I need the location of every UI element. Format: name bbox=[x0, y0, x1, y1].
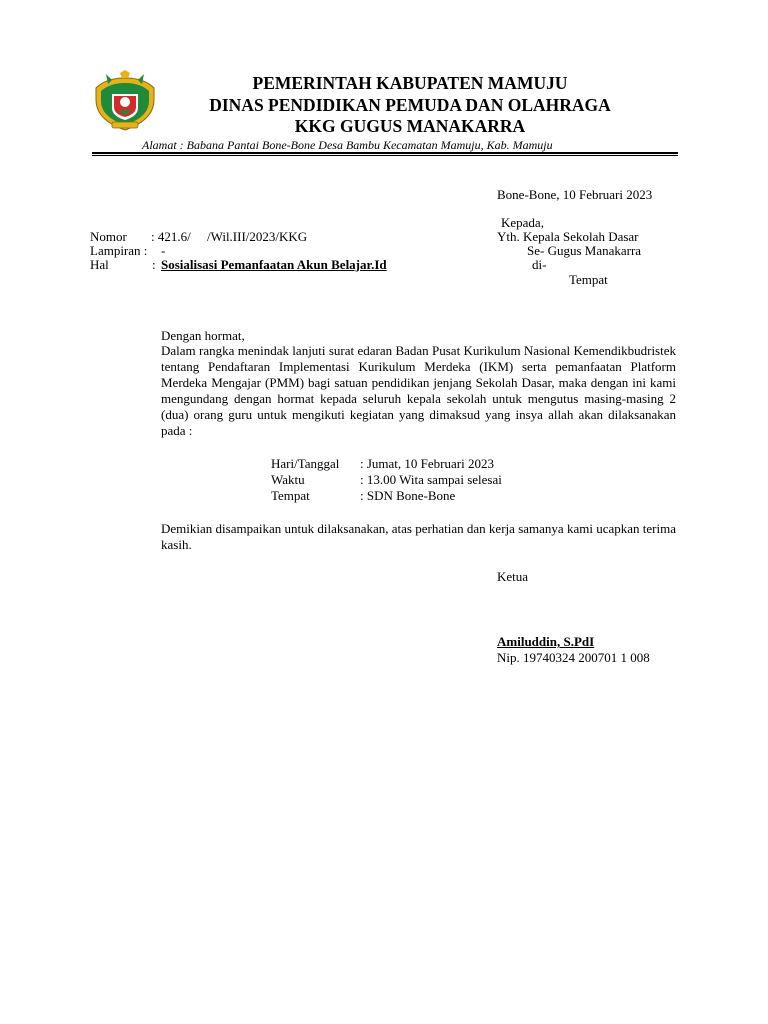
schedule-label-time: Waktu bbox=[271, 472, 305, 487]
letterhead-divider bbox=[92, 152, 678, 154]
recipient-line2: Se- Gugus Manakarra bbox=[527, 243, 642, 258]
body-paragraph: Dalam rangka menindak lanjuti surat edaran Badan Pusat Kurikulum Nasional Kemendikbudristek tentang Pendaftaran Implementasi Kurikulum Merdeka (IKM) serta pemanfaatan Platform Merdeka Mengajar (PMM) bagi satuan pendidikan jenjang Sekolah Dasar, maka dengan ini kami mengundang dengan hormat kepada seluruh kepala sekolah untuk mengutus masing-masing 2 (dua) orang guru untuk mengikuti kegiatan yang dimaksud yang insya allah akan dilaksanakan pada : bbox=[161, 343, 676, 438]
lampiran-value: - bbox=[161, 243, 166, 258]
letterhead-divider-thin bbox=[92, 155, 678, 156]
hal-subject: Sosialisasi Pemanfaatan Akun Belajar.Id bbox=[161, 257, 387, 272]
signature-name: Amiluddin, S.PdI bbox=[497, 634, 595, 649]
letterhead-address: Alamat : Babana Pantai Bone-Bone Desa Bambu Kecamatan Mamuju, Kab. Mamuju bbox=[142, 138, 553, 152]
greeting: Dengan hormat, bbox=[161, 328, 245, 343]
recipient-line4: Tempat bbox=[569, 272, 608, 287]
signature-nip: Nip. 19740324 200701 1 008 bbox=[497, 650, 650, 665]
nomor-value: : 421.6/ /Wil.III/2023/KKG bbox=[151, 229, 308, 244]
place-date: Bone-Bone, 10 Februari 2023 bbox=[497, 187, 653, 202]
schedule-label-place: Tempat bbox=[271, 488, 310, 503]
recipient-line3: di- bbox=[532, 257, 547, 272]
recipient-line1: Yth. Kepala Sekolah Dasar bbox=[497, 229, 639, 244]
hal-colon: : bbox=[152, 257, 156, 272]
schedule-value-date: : Jumat, 10 Februari 2023 bbox=[360, 456, 494, 471]
schedule-value-time: : 13.00 Wita sampai selesai bbox=[360, 472, 502, 487]
letterhead-department: DINAS PENDIDIKAN PEMUDA DAN OLAHRAGA bbox=[209, 95, 611, 115]
signature-title: Ketua bbox=[497, 569, 529, 584]
letterhead-government: PEMERINTAH KABUPATEN MAMUJU bbox=[252, 73, 568, 93]
hal-label: Hal bbox=[90, 257, 109, 272]
nomor-label: Nomor bbox=[90, 229, 127, 244]
letterhead-organization: KKG GUGUS MANAKARRA bbox=[294, 116, 526, 136]
schedule-value-place: : SDN Bone-Bone bbox=[360, 488, 456, 503]
recipient-kepada: Kepada, bbox=[501, 215, 544, 230]
closing-paragraph: Demikian disampaikan untuk dilaksanakan, atas perhatian dan kerja samanya kami ucapkan terima kasih. bbox=[161, 521, 676, 552]
lampiran-label: Lampiran : bbox=[90, 243, 148, 258]
schedule-label-date: Hari/Tanggal bbox=[271, 456, 340, 471]
